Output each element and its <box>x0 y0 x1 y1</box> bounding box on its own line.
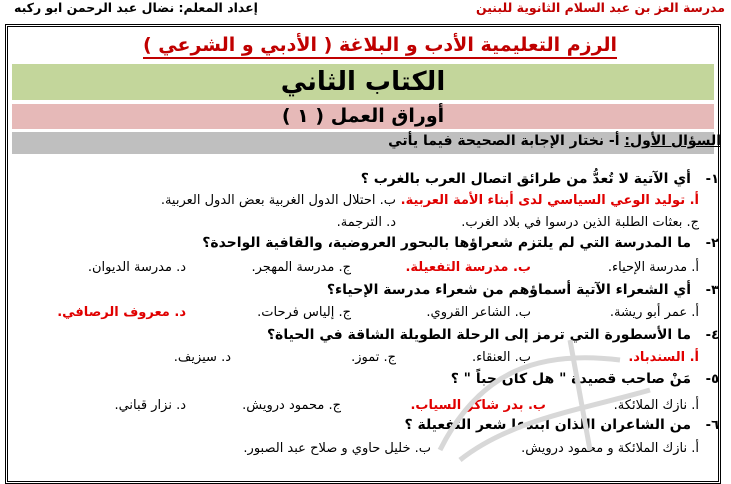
question-3-option-a: أ. عمر أبو ریشة. <box>609 305 699 320</box>
question-3-option-c: ج. إلیاس فرحات. <box>257 305 351 320</box>
worksheet-title: أوراق العمل ( ١ ) <box>12 104 714 129</box>
question-4-option-a: أ. السندباد. <box>628 350 699 365</box>
question-3-number: ٣- <box>705 283 719 298</box>
question-6-option-a: أ. نازك الملائكة و محمود درویش. <box>521 441 699 456</box>
question-4-option-b: ب. العنقاء. <box>471 350 531 365</box>
question-5-option-d: د. نزار قباني. <box>114 398 186 413</box>
question-3-option-d: د. معروف الرصافي. <box>57 305 186 320</box>
question-6-text: من الشاعران اللذان ابتدعا شعر التفعيلة ؟ <box>404 417 691 433</box>
teacher-name: إعداد المعلم: نضال عبد الرحمن ابو ركبه <box>14 0 258 15</box>
question-4-number: ٤- <box>705 328 719 343</box>
question-2-text: ما المدرسة التي لم يلتزم شعراؤها بالبحور العروضية، والقافية الواحدة؟ <box>202 235 691 251</box>
page-title-text: الرزم التعليمية الأدب و البلاغة ( الأدبي و الشرعي ) <box>143 34 617 59</box>
question-1-number: ١- <box>705 172 719 187</box>
question-heading-label: السؤال الأول: <box>624 133 721 149</box>
question-1-option-d: د. الترجمة. <box>336 215 396 230</box>
question-5-text: مَنْ صاحب قصيدة " هل كان حباً " ؟ <box>450 371 691 387</box>
question-5-option-c: ج. محمود درویش. <box>242 398 341 413</box>
question-4-text: ما الأسطورة التي ترمز إلى الرحلة الطويلة الشاقة في الحياة؟ <box>266 327 691 343</box>
question-3-option-b: ب. الشاعر القروي. <box>426 305 531 320</box>
question-1-option-c: ج. بعثات الطلبة الذین درسوا في بلاد الغرب. <box>461 215 699 230</box>
question-heading <box>388 133 721 149</box>
question-heading-text: أ- نختار الإجابة الصحيحة فيما يأتي <box>388 133 625 149</box>
question-4-option-c: ج. تموز. <box>351 350 396 365</box>
question-6-option-b: ب. خلیل حاوي و صلاح عبد الصبور. <box>243 441 431 456</box>
question-1-text: أي الآتية لا تُعدُّ من طرائق اتصال العرب بالغرب ؟ <box>360 171 691 187</box>
question-2-option-d: د. مدرسة الدیوان. <box>87 260 186 275</box>
question-5-number: ٥- <box>705 372 719 387</box>
page-title <box>100 34 660 56</box>
question-3-text: أي الشعراء الآتية أسماؤهم من شعراء مدرسة الإحياء؟ <box>326 282 691 298</box>
school-name: مدرسة العز بن عبد السلام الثانوية للبنين <box>475 0 725 15</box>
question-2-option-b: ب. مدرسة التفعیلة. <box>405 260 531 275</box>
question-6-number: ٦- <box>705 418 719 433</box>
question-5-option-b: ب. بدر شاكر السیاب. <box>410 398 546 413</box>
question-4-option-d: د. سیزیف. <box>173 350 231 365</box>
question-2-number: ٢- <box>705 236 719 251</box>
question-5-option-a: أ. نازك الملائكة. <box>613 398 699 413</box>
question-2-option-a: أ. مدرسة الإحیاء. <box>607 260 699 275</box>
question-1-option-a: أ. تولید الوعي السیاسي لدى أبناء الأمة العربیة. <box>400 193 699 208</box>
question-2-option-c: ج. مدرسة المهجر. <box>251 260 351 275</box>
book-title: الكتاب الثاني <box>12 64 714 100</box>
question-1-option-b: ب. احتلال الدول الغربیة بعض الدول العربیة. <box>160 193 396 208</box>
